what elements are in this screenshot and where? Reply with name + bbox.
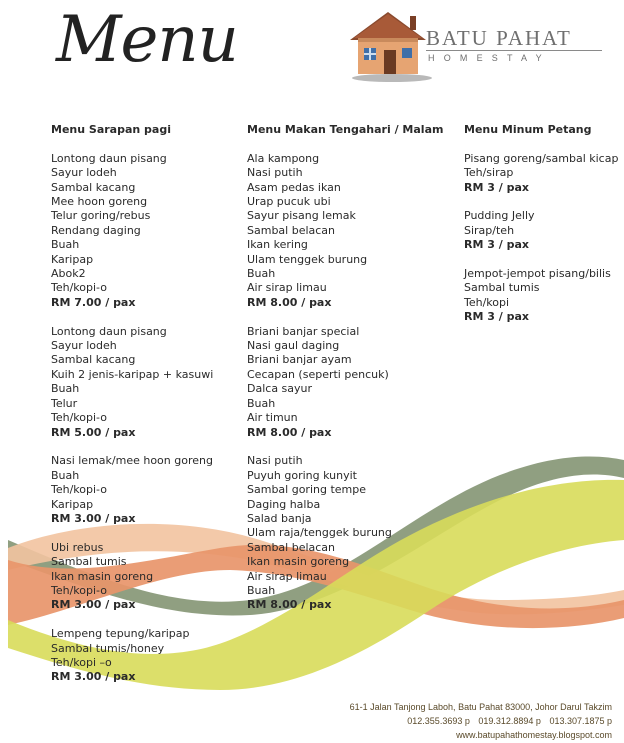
price-label: RM 3.00 / pax [51,511,136,525]
menu-column-lunch-dinner [247,123,447,627]
menu-group [464,209,624,252]
price-label: RM 3.00 / pax [51,670,136,684]
menu-item: Ubi rebus [51,540,104,554]
menu-item: Sambal belacan [247,540,336,554]
menu-item: Kuih 2 jenis-karipap + kasuwi [51,367,214,381]
menu-item: Sambal tumis [464,281,540,295]
menu-item: Sayur lodeh [51,339,117,353]
brand-divider [426,50,602,51]
menu-item: Ikan masin goreng [51,569,154,583]
menu-item: Jempot-jempot pisang/bilis [464,267,611,281]
menu-item: Briani banjar special [247,324,360,338]
menu-item: Sambal goring tempe [247,483,367,497]
brand-name: BATU PAHAT [426,26,572,50]
menu-item: Ikan kering [247,238,308,252]
menu-group [247,454,447,612]
menu-item: Nasi gaul daging [247,339,340,353]
menu-item: Daging halba [247,497,321,511]
menu-item: Teh/kopi –o [51,655,112,669]
menu-group [51,325,241,440]
menu-item: Teh/sirap [464,166,514,180]
menu-item: Buah [247,396,276,410]
menu-item: Dalca sayur [247,382,313,396]
price-label: RM 3.00 / pax [51,598,136,612]
menu-item: Nasi putih [247,454,303,468]
menu-group [247,325,447,440]
menu-item: Air sirap limau [247,569,327,583]
menu-item: Teh/kopi-o [51,281,107,295]
column-heading: Menu Sarapan pagi [51,123,171,136]
website-link[interactable]: www.batupahathomestay.blogspot.com [456,730,612,740]
menu-item: Briani banjar ayam [247,353,352,367]
phone-number: 012.355.3693 p [407,716,470,726]
menu-column-breakfast [51,123,241,699]
menu-item: Sambal belacan [247,223,336,237]
address: 61-1 Jalan Tanjong Laboh, Batu Pahat 83000, Johor Darul Takzim [349,702,612,712]
menu-item: Lontong daun pisang [51,324,167,338]
menu-group [51,627,241,685]
menu-item: Sayur lodeh [51,166,117,180]
menu-item: Puyuh goring kunyit [247,468,357,482]
menu-item: Ulam tenggek burung [247,252,368,266]
price-label: RM 3 / pax [464,238,529,252]
menu-item: Telur goring/rebus [51,209,151,223]
menu-group [51,541,241,613]
menu-item: Abok2 [51,267,86,281]
menu-item: Teh/kopi [464,295,510,309]
menu-group [51,454,241,526]
menu-item: Air sirap limau [247,281,327,295]
menu-item: Buah [51,382,80,396]
menu-group [247,152,447,310]
menu-item: Asam pedas ikan [247,180,341,194]
menu-item: Buah [51,468,80,482]
menu-item: Sambal kacang [51,180,136,194]
phone-numbers [350,714,612,728]
menu-item: Urap pucuk ubi [247,195,331,209]
menu-item: Nasi putih [247,166,303,180]
price-label: RM 3 / pax [464,310,529,324]
phone-number: 019.312.8894 p [478,716,541,726]
menu-column-afternoon-tea [464,123,624,339]
menu-item: Nasi lemak/mee hoon goreng [51,454,213,468]
price-label: RM 7.00 / pax [51,295,136,309]
menu-group [464,267,624,325]
menu-item: Sambal tumis [51,555,127,569]
column-heading: Menu Makan Tengahari / Malam [247,123,444,136]
menu-item: Karipap [51,252,94,266]
menu-item: Teh/kopi-o [51,411,107,425]
price-label: RM 8.00 / pax [247,295,332,309]
menu-item: Lempeng tepung/karipap [51,627,190,641]
menu-item: Buah [51,238,80,252]
menu-item: Sayur pisang lemak [247,209,356,223]
menu-item: Ulam raja/tenggek burung [247,526,392,540]
menu-item: Air timun [247,411,298,425]
menu-group [464,152,624,195]
column-heading: Menu Minum Petang [464,123,592,136]
page-title: Menu [56,3,238,77]
price-label: RM 3 / pax [464,180,529,194]
menu-item: Mee hoon goreng [51,195,148,209]
phone-number: 013.307.1875 p [549,716,612,726]
menu-item: Telur [51,396,78,410]
menu-item: Buah [247,583,276,597]
brand-subtitle: HOMESTAY [428,53,551,63]
menu-item: Sirap/teh [464,223,515,237]
price-label: RM 5.00 / pax [51,425,136,439]
menu-item: Karipap [51,497,94,511]
menu-item: Sambal tumis/honey [51,641,165,655]
menu-item: Buah [247,267,276,281]
price-label: RM 8.00 / pax [247,425,332,439]
contact-footer [350,700,612,742]
menu-item: Rendang daging [51,223,141,237]
menu-item: Salad banja [247,511,312,525]
menu-item: Teh/kopi-o [51,483,107,497]
menu-item: Cecapan (seperti pencuk) [247,367,389,381]
price-label: RM 8.00 / pax [247,598,332,612]
menu-item: Pisang goreng/sambal kicap [464,151,619,165]
menu-item: Pudding Jelly [464,209,535,223]
menu-group [51,152,241,310]
menu-item: Lontong daun pisang [51,151,167,165]
menu-item: Teh/kopi-o [51,583,107,597]
menu-item: Sambal kacang [51,353,136,367]
menu-item: Ala kampong [247,151,320,165]
menu-item: Ikan masin goreng [247,555,350,569]
